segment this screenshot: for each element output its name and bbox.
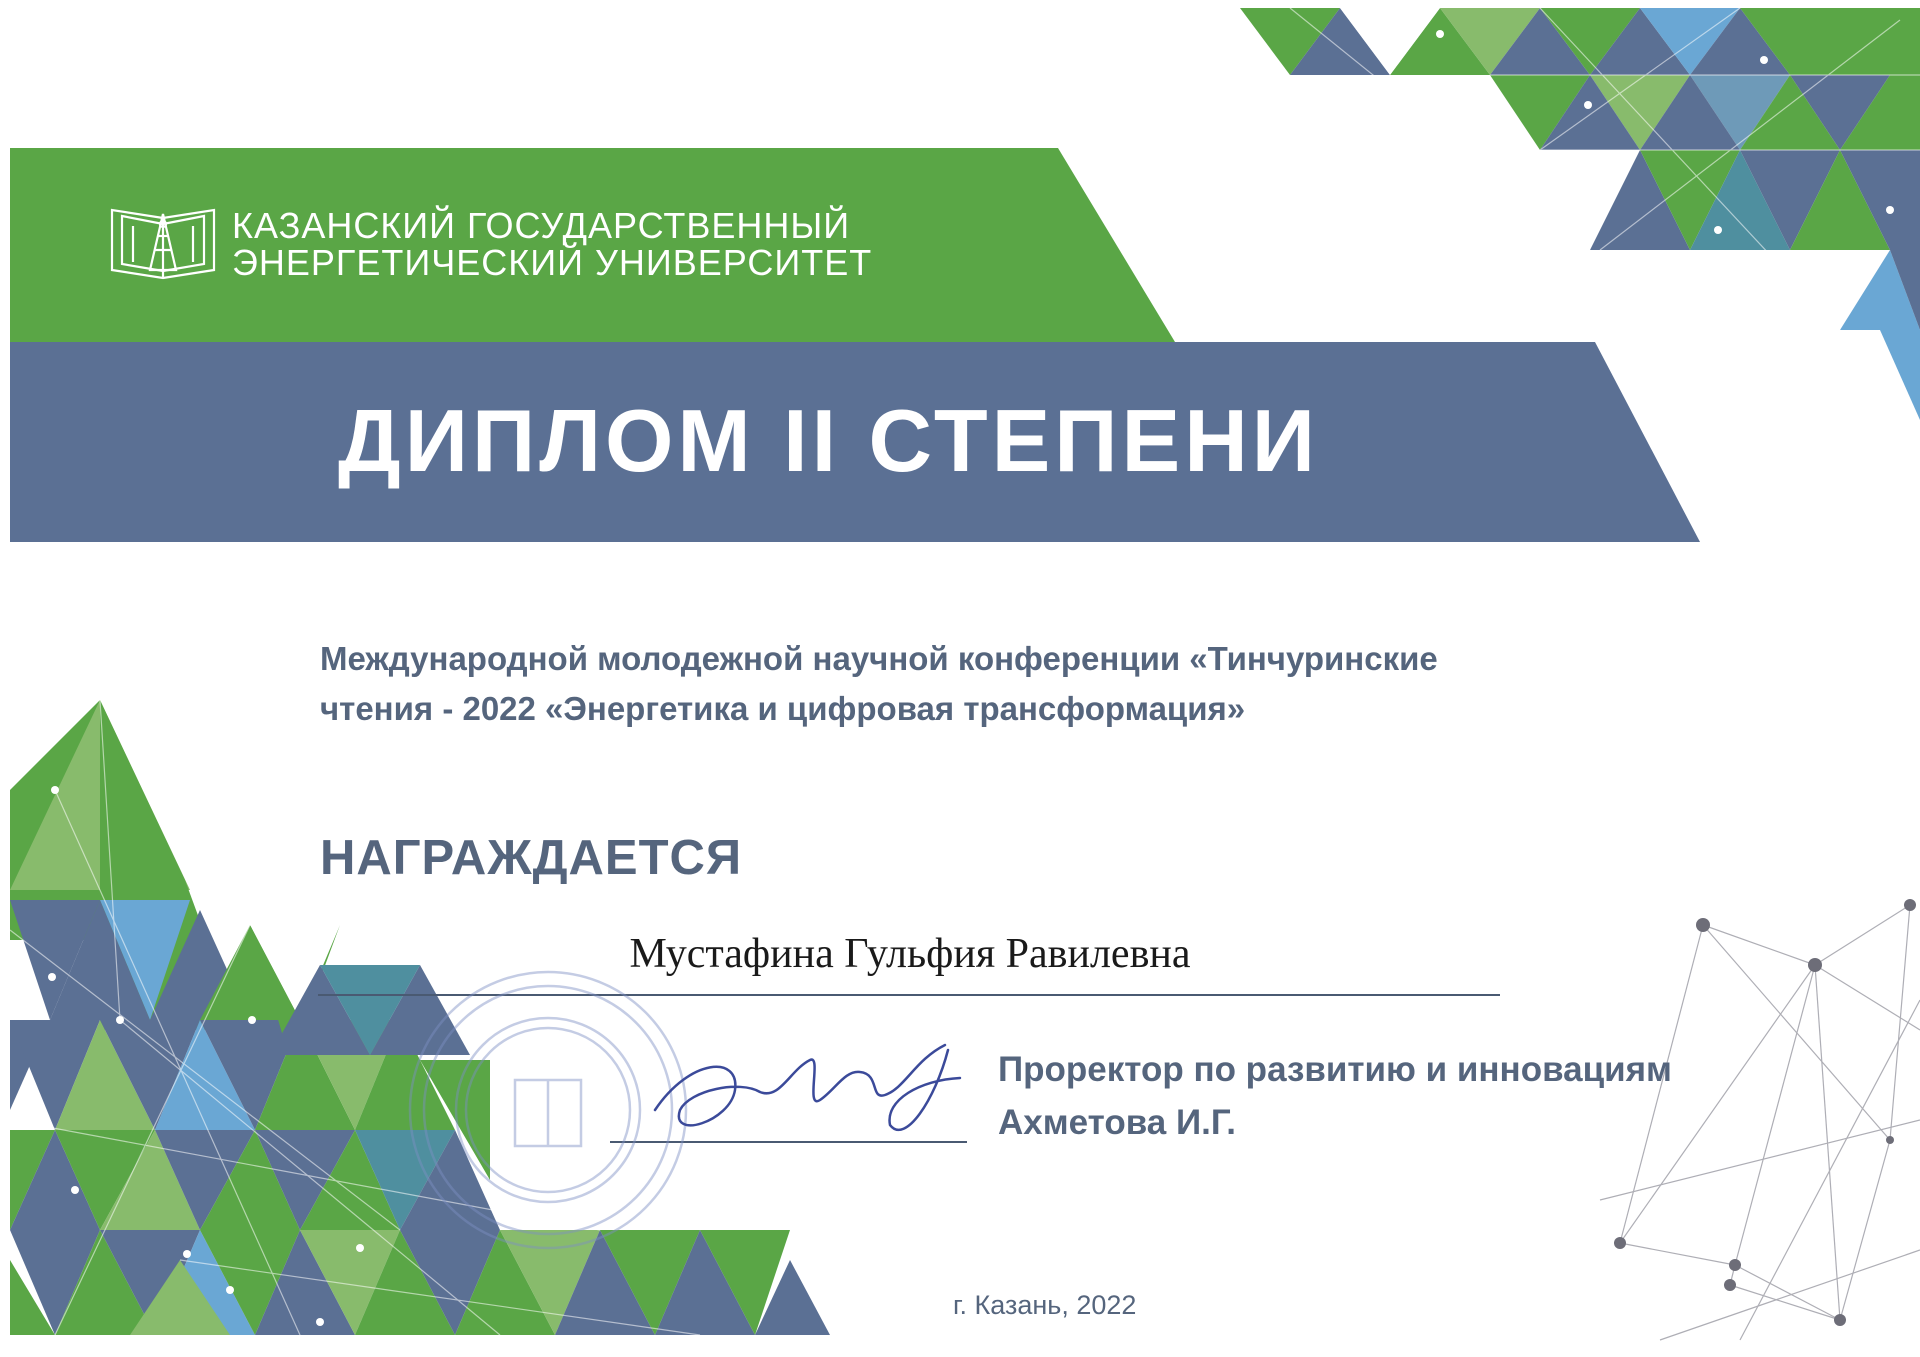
bottom-left-triangles	[10, 700, 830, 1335]
recipient-name: Мустафина Гульфия Равилевна	[629, 931, 1191, 977]
conference-name-line2: чтения - 2022 «Энергетика и цифровая трансформация»	[320, 690, 1246, 727]
conference-name-line1: Международной молодежной научной конференции «Тинчуринские	[320, 640, 1438, 677]
signatory-role: Проректор по развитию и инновациям	[998, 1050, 1672, 1089]
network-nodes	[1614, 899, 1916, 1326]
signature	[655, 1045, 960, 1130]
university-name-line2: ЭНЕРГЕТИЧЕСКИЙ УНИВЕРСИТЕТ	[232, 242, 873, 283]
diploma-title: ДИПЛОМ II СТЕПЕНИ	[338, 391, 1320, 490]
network-graph	[1600, 905, 1920, 1340]
university-logo	[108, 200, 218, 280]
awarded-label: НАГРАЖДАЕТСЯ	[320, 831, 743, 885]
place-and-year: г. Казань, 2022	[953, 1290, 1137, 1320]
university-name-line1: КАЗАНСКИЙ ГОСУДАРСТВЕННЫЙ	[232, 205, 851, 246]
signatory-name: Ахметова И.Г.	[998, 1103, 1237, 1142]
